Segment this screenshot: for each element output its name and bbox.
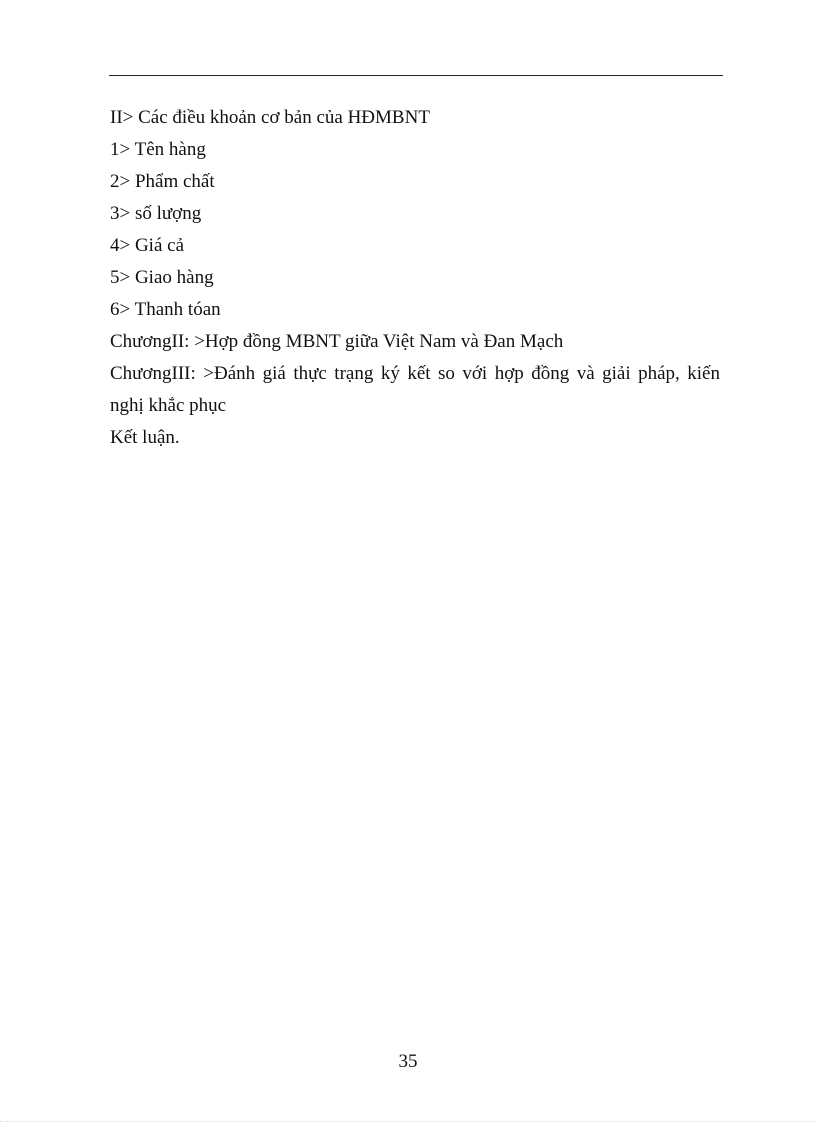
chapter-three-heading: ChươngIII: >Đánh giá thực trạng ký kết so với hợp đồng và giải pháp, kiến nghị khắc phục [110,363,720,416]
list-item: 5> Giao hàng [110,267,214,288]
list-item: 4> Giá cả [110,235,185,256]
list-item: 2> Phẩm chất [110,171,215,192]
section-heading: II> Các điều khoản cơ bản của HĐMBNT [110,107,430,128]
document-body [110,102,720,454]
chapter-two-heading: ChươngII: >Hợp đồng MBNT giữa Việt Nam và Đan Mạch [110,331,564,352]
list-item: 3> số lượng [110,203,202,224]
footer-divider [0,1121,816,1122]
list-item: 1> Tên hàng [110,139,206,160]
conclusion-heading: Kết luận. [110,427,180,448]
page-number: 35 [398,1051,418,1072]
list-item: 6> Thanh tóan [110,299,221,320]
header-rule [109,75,723,76]
